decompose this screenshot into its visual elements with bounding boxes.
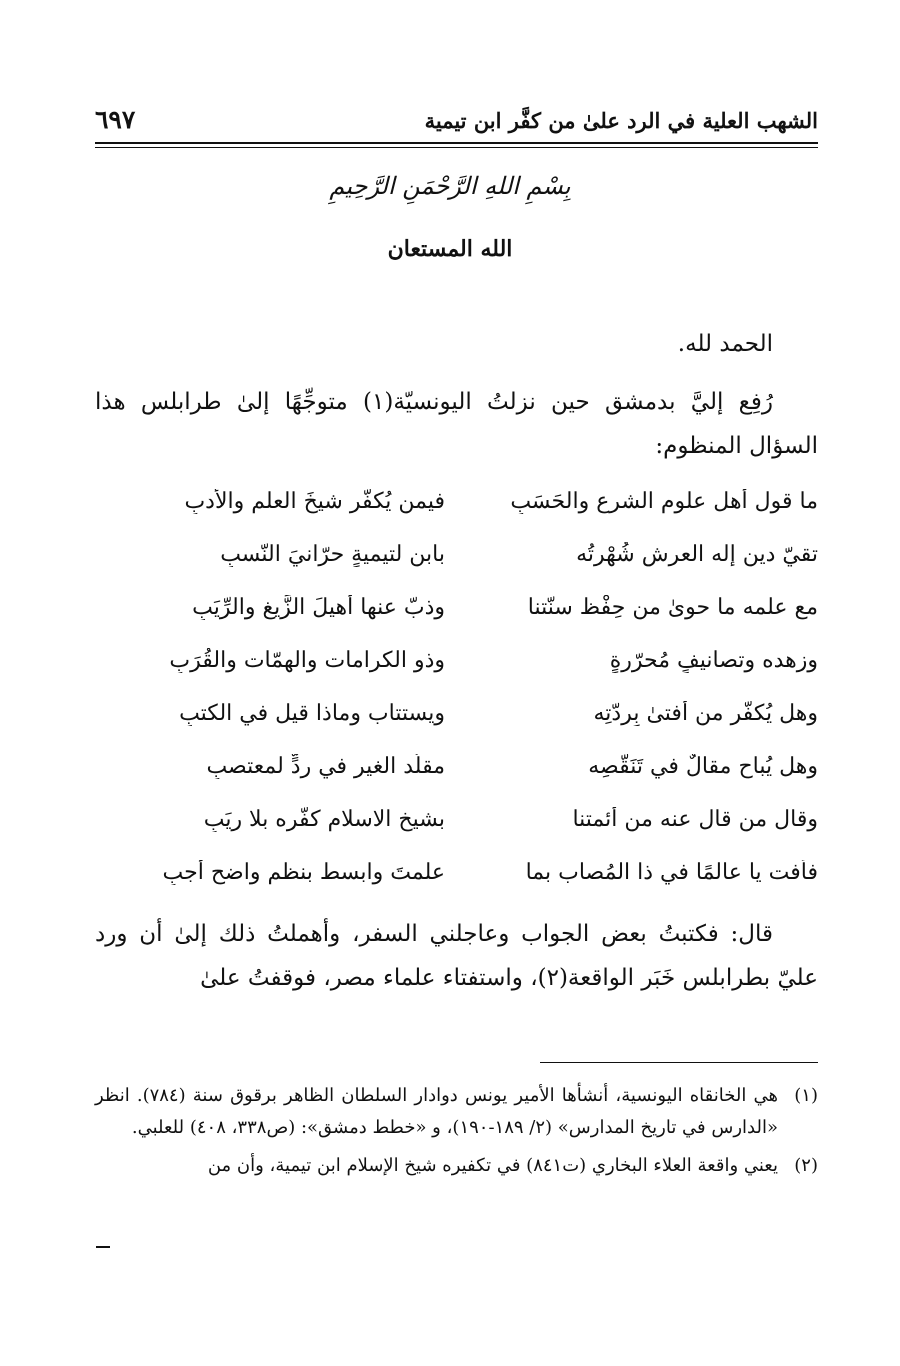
footnote-text: يعني واقعة العلاء البخاري (ت٨٤١) في تكفيره شيخ الإسلام ابن تيمية، وأن من [207,1155,778,1176]
verse-second-hemistich: وذو الكرامات والهِمّات والقُرَبِ [169,648,445,673]
page-number: ٦٩٧ [95,105,136,134]
verse-second-hemistich: وذبّ عنها أُهيلَ الزَّيغ والرِّيَبِ [192,595,445,620]
verse-second-hemistich: فيمن يُكفّر شيخَ العلم والأدبِ [184,489,445,514]
poem-verse [95,589,818,642]
footnote-text: هي الخانقاه اليونسية، أنشأها الأمير يونس دوادار السلطان الظاهر برقوق سنة (٧٨٤). انظر «الدارس في تاريخ المدارس» (٢/ ١٨٩-١٩٠)، و «خطط دمشق»: (ص٣٣٨، ٤٠٨) للعلبي. [95,1085,778,1138]
footnotes [95,1080,818,1188]
poem [95,483,818,907]
footnote-separator [540,1062,818,1063]
verse-first-hemistich: فأفت يا عالمًا في ذا المُصاب بما [525,860,818,885]
poem-verse [95,695,818,748]
header-rule-thin [95,147,818,148]
section-heading: الله المستعان [387,236,513,262]
header-title: الشهب العلية في الرد علىٰ من كفَّر ابن تيمية [424,108,818,133]
verse-first-hemistich: وهل يُباح مقالٌ في تَنَقّصِه [588,754,818,779]
verse-first-hemistich: ما قول أهل علوم الشرع والحَسَبِ [510,489,818,514]
header-rule-thick [95,142,818,144]
hamd-line: الحمد لله. [677,331,773,357]
footnote [95,1080,818,1144]
poem-verse [95,536,818,589]
verse-first-hemistich: وهل يُكفَّر من أفتىٰ بِردّتِه [593,701,818,726]
verse-second-hemistich: مقلّد الغير في ردٍّ لمعتصبِ [206,754,445,779]
footnote-number: (١) [794,1085,818,1106]
poem-verse [95,748,818,801]
footnote-number: (٢) [794,1155,818,1176]
poem-verse [95,642,818,695]
verse-second-hemistich: بشيخ الاسلام كفّره بلا رِيَبِ [203,807,445,832]
verse-first-hemistich: وقال من قال عنه من أئمتنا [572,807,818,832]
poem-verse [95,483,818,536]
verse-second-hemistich: بابنِ لتيميةٍ حرّانيَ النّسبِ [220,542,445,567]
intro-paragraph: رُفِع إليَّ بدمشق حين نزلتُ اليونسيّة(١) متوجِّهًا إلىٰ طرابلس هذا السؤال المنظوم: [95,389,818,459]
verse-second-hemistich: علمتَ وابسط بنظمٍ واضحٍ أجبِ [162,860,445,885]
verse-second-hemistich: ويستتاب وماذا قيل في الكتبِ [179,701,445,726]
verse-first-hemistich: وزهده وتصانيفٍ مُحرّرةٍ [609,648,818,673]
closing-paragraph: قال: فكتبتُ بعض الجواب وعاجلني السفر، وأهملتُ ذلك إلىٰ أن ورد عليّ بطرابلس خَبَر الواقعة(٢)، واستفتاء علماء مصر، فوقفتُ علىٰ [95,921,818,991]
poem-verse [95,801,818,854]
footnote [95,1150,818,1182]
verse-first-hemistich: تقيّ دين إله العرش شُهْرتُه [576,542,818,567]
basmala: بِسْمِ اللهِ الرَّحْمَنِ الرَّحِيمِ [329,172,571,200]
poem-verse [95,854,818,907]
verse-first-hemistich: مع علمه ما حوىٰ من حِفْظ سنّتنا [527,595,818,620]
continuation-mark [96,1246,110,1248]
running-header [95,105,818,138]
